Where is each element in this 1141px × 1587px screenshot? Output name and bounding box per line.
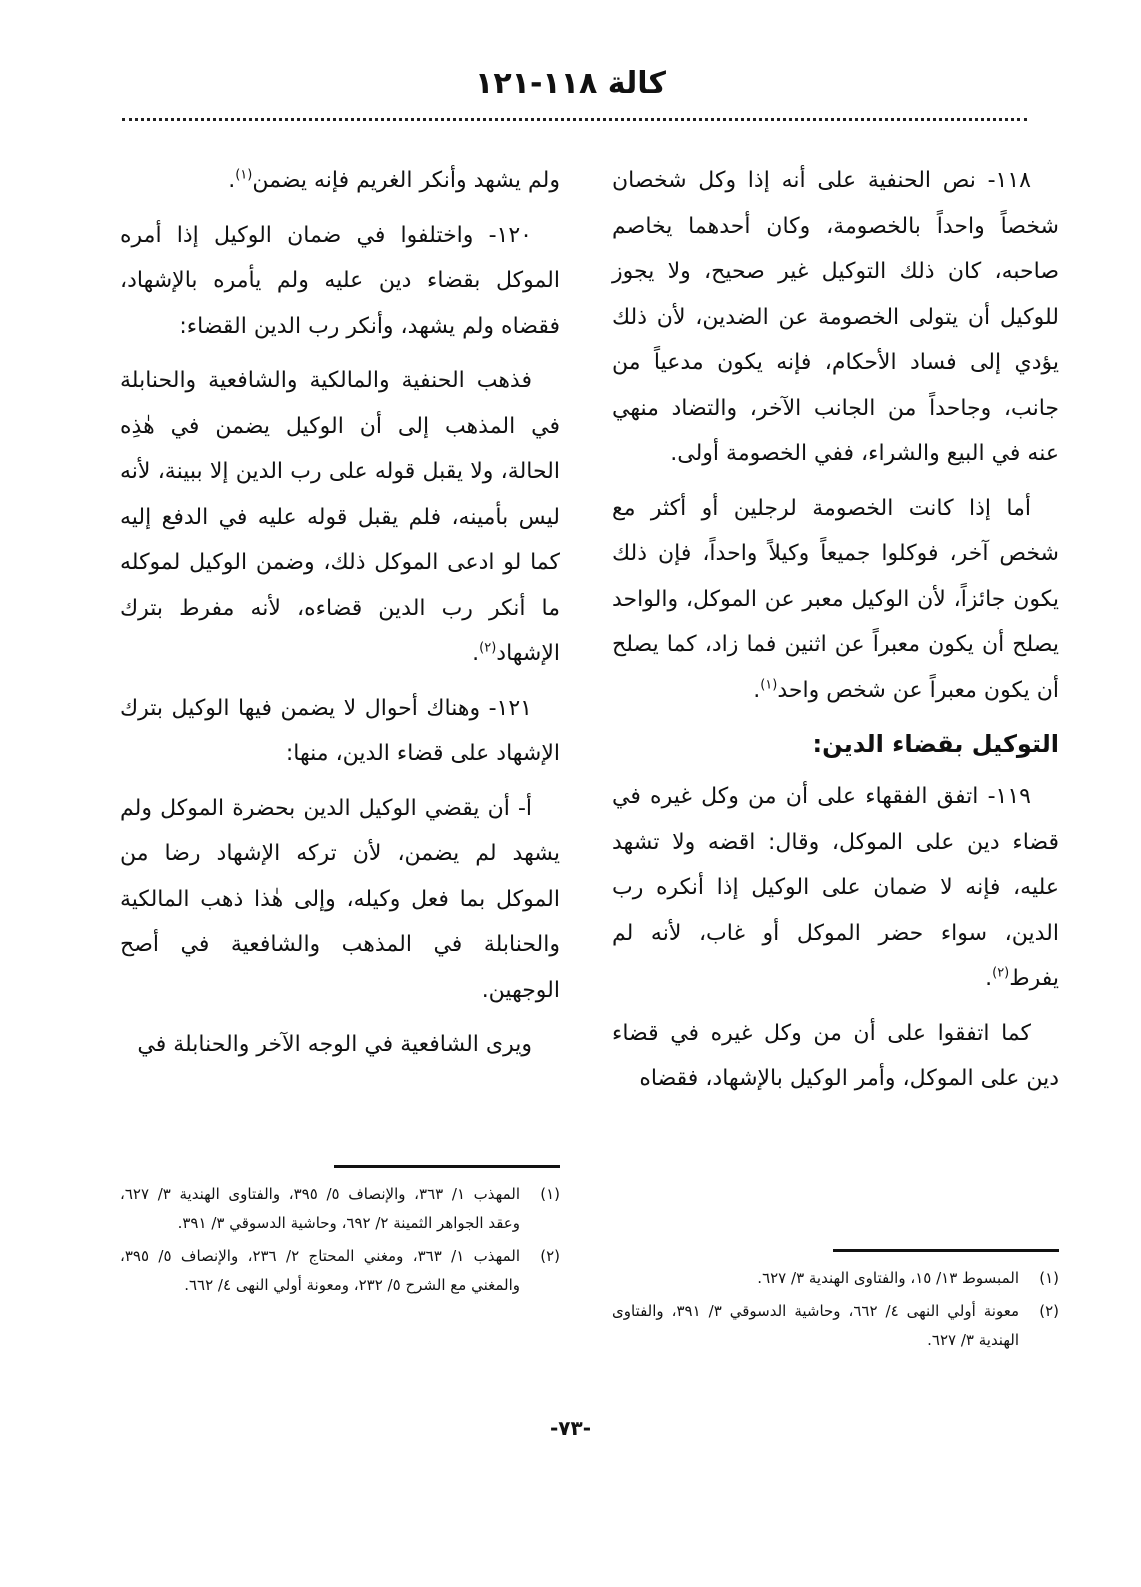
footnote-item: (١) المبسوط ١٣/ ١٥، والفتاوى الهندية ٣/ ٦٢٧.: [757, 1269, 1059, 1287]
footnotes-left: [120, 1165, 560, 1304]
paragraph-120: ١٢٠- واختلفوا في ضمان الوكيل إذا أمره الموكل بقضاء دين عليه ولم يأمره بالإشهاد، فقضاه ولم يشهد، وأنكر رب الدين القضاء:: [120, 222, 560, 339]
dotted-separator: [122, 118, 1027, 121]
footnote-item: (٢) معونة أولي النهى ٤/ ٦٦٢، وحاشية الدسوقي ٣/ ٣٩١، والفتاوى الهندية ٣/ ٦٢٧.: [612, 1302, 1059, 1349]
footnote-ref: (١): [235, 167, 253, 183]
section-heading: التوكيل بقضاء الدين:: [812, 730, 1059, 758]
footnote-rule: [833, 1249, 1059, 1252]
footnote-ref: (١): [760, 677, 778, 693]
footnote-rule: [334, 1165, 560, 1168]
paragraph-continuation: ولم يشهد وأنكر الغريم فإنه يضمن$^{(١)}$.: [228, 167, 560, 193]
paragraph-119-continued: كما اتفقوا على أن من وكل غيره في قضاء دين على الموكل، وأمر الوكيل بالإشهاد، فقضاه: [612, 1020, 1059, 1091]
footnote-ref: (٢): [479, 640, 497, 656]
paragraph-120-continued: فذهب الحنفية والمالكية والشافعية والحنابلة في المذهب إلى أن الوكيل يضمن في هٰذِه الحالة، ولا يقبل قوله على رب الدين إلا ببينة، لأنه ليس بأمينه، فلم يقبل قوله عليه في الدفع إليه كما لو ادعى الموكل ذلك، وضمن الوكيل لموكله ما أنكر رب الدين قضاءه، لأنه مفرط بترك الإشهاد$^{(٢)}$.: [120, 368, 560, 666]
page-number: -٧٣-: [549, 1416, 592, 1440]
paragraph-121-item-a: أ- أن يقضي الوكيل الدين بحضرة الموكل ولم يشهد لم يضمن، لأن تركه الإشهاد رضا من الموكل بما فعل وكيله، وإلى هٰذا ذهب المالكية والحنابلة في المذهب والشافعية في أصح الوجهين.: [120, 795, 560, 1003]
paragraph-121: ١٢١- وهناك أحوال لا يضمن فيها الوكيل بترك الإشهاد على قضاء الدين، منها:: [120, 695, 560, 766]
paragraph-118-continued: أما إذا كانت الخصومة لرجلين أو أكثر مع شخص آخر، فوكلوا جميعاً وكيلاً واحداً، فإن ذلك يكون جائزاً، لأن الوكيل معبر عن الموكل، والواحد يصلح أن يكون معبراً عن اثنين فما زاد، كما يصلح أن يكون معبراً عن شخص واحد$^{(١)}$.: [612, 495, 1059, 703]
paragraph-118: ١١٨- نص الحنفية على أنه إذا وكل شخصان شخصاً واحداً بالخصومة، وكان أحدهما يخاصم صاحبه، كان ذلك التوكيل غير صحيح، ولا يجوز للوكيل أن يتولى الخصومة عن الضدين، لأن ذلك يؤدي إلى فساد الأحكام، فإنه يكون مدعياً من جانب، وجاحداً من الجانب الآخر، والتضاد منهي عنه في البيع والشراء، ففي الخصومة أولى.: [612, 168, 1059, 466]
left-column: [120, 158, 560, 1077]
footnote-ref: (٢): [992, 965, 1010, 981]
running-head: كالة ١١٨-١٢١: [475, 66, 666, 101]
paragraph-119: ١١٩- اتفق الفقهاء على أن من وكل غيره في قضاء دين على الموكل، وقال: اقضه ولا تشهد عليه، فإنه لا ضمان على الوكيل إذا أنكره رب الدين، سواء حضر الموكل أو غاب، لأنه لم يفرط$^{(٢)}$.: [612, 784, 1059, 991]
right-column: [612, 158, 1059, 1111]
footnote-item: (١) المهذب ١/ ٣٦٣، والإنصاف ٥/ ٣٩٥، والفتاوى الهندية ٣/ ٦٢٧، وعقد الجواهر الثمينة ٢/ ٦٩٢، وحاشية الدسوقي ٣/ ٣٩١.: [120, 1185, 560, 1232]
footnotes-right: [612, 1249, 1059, 1359]
paragraph-121-continued: ويرى الشافعية في الوجه الآخر والحنابلة في: [137, 1032, 532, 1057]
footnote-item: (٢) المهذب ١/ ٣٦٣، ومغني المحتاج ٢/ ٢٣٦، والإنصاف ٥/ ٣٩٥، والمغني مع الشرح ٥/ ٢٣٢، ومعونة أولي النهى ٤/ ٦٦٢.: [120, 1247, 560, 1294]
